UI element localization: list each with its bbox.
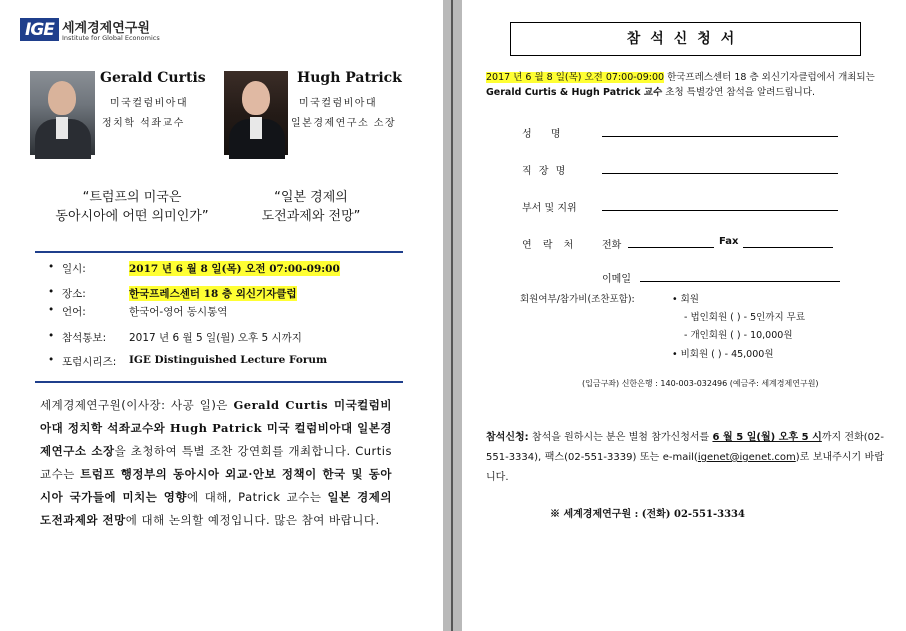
- info-value: 2017 년 6 월 8 일(목) 오전 07:00-09:00: [129, 263, 340, 275]
- info-label: 참석통보:: [62, 332, 107, 344]
- email-label: 이메일: [602, 274, 631, 285]
- info-label: 포럼시리즈:: [62, 356, 117, 368]
- info-label: 언어:: [62, 306, 86, 318]
- name-field[interactable]: [602, 136, 838, 137]
- apply-instructions: 참석신청: 참석을 원하시는 분은 별첨 참가신청서를 6 월 5 일(월) 오후 5 시까지 전화(02-551-3334), 팩스(02-551-3339) 또는 e-mail(igenet@igenet.com)로 보내주시기 바랍니다.: [486, 432, 884, 483]
- dept-label: 부서 및 지위: [522, 203, 577, 214]
- speaker-2-affil: 미국컬럼비아대: [299, 98, 378, 109]
- form-title: 참석신청서: [510, 22, 861, 56]
- member-label: • 회원: [672, 294, 699, 305]
- contact-label: 연 락 처: [522, 240, 578, 251]
- talk-2-line1: “일본 경제의: [274, 190, 348, 205]
- individual-fee: - 개인회원 ( ) - 10,000원: [684, 330, 793, 341]
- left-page: IGE 세계경제연구원 Institute for Global Economics Gerald Curtis 미국컬럼비아대 정치학 석좌교수 Hugh Patrick 미국컬럼비아대 일본경제연구소 소장 “트럼프의 미국은 동아시아에 어떤 의미인가” “일본 경제의 도전과제와 전망” • 일시: 2017 년 6 월 8 일(목) 오전 07:00-09:00 • 장소: 한국프레스센터 18 층 외신기자클럽 • 언어: 한국어-영어 동시통역 • 참석통보: 2017 년 6 월 5 일(월) 오후 5 시까지 • 포럼시리즈: IGE Distinguished Lecture Forum 세계경제연구원(이사장: 사공 일)은 Gerald Curtis 미국컬럼비아대 정치학 석좌교수와 Hugh Patrick 미국 컬럼비아대 일본경제연구소 소장을 초청하여 특별 조찬 강연회를 개최합니다. Curtis 교수는 트럼프 행정부의 동아시아 외교·안보 정책이 한국 및 동아시아 국가들에 미치는 영향에 대해, Patrick 교수는 일본 경제의 도전과제와 전망에 대해 논의할 예정입니다. 많은 참여 바랍니다.: [0, 0, 443, 631]
- contact-footer: ※ 세계경제연구원 : (전화) 02-551-3334: [550, 509, 745, 520]
- logo-mark: IGE: [20, 18, 59, 41]
- fax-field[interactable]: [743, 247, 833, 248]
- talk-1-title: [32, 188, 232, 226]
- talk-1-line2: 동아시아에 어떤 의미인가”: [55, 209, 209, 224]
- nonmember-fee: • 비회원 ( ) - 45,000원: [672, 349, 774, 360]
- bank-account: (입금구좌) 신한은행 : 140-003-032496 (예금주: 세계경제연구원): [582, 379, 819, 388]
- info-value: 한국어-영어 동시통역: [129, 306, 228, 318]
- page-gutter: [443, 0, 462, 631]
- logo-english-name: Institute for Global Economics: [62, 34, 160, 42]
- membership-label: 회원여부/참가비(조찬포함):: [520, 294, 635, 305]
- speaker-1-name: Gerald Curtis: [100, 70, 206, 86]
- phone-label: 전화: [602, 240, 622, 251]
- talk-2-title: [226, 188, 396, 226]
- phone-field[interactable]: [628, 247, 714, 248]
- talk-2-line2: 도전과제와 전망”: [261, 209, 361, 224]
- page-divider: [451, 0, 453, 631]
- info-value: 2017 년 6 월 5 일(월) 오후 5 시까지: [129, 332, 302, 344]
- fax-label: Fax: [719, 236, 739, 247]
- curtis-photo: [30, 71, 95, 155]
- top-rule: [35, 251, 403, 253]
- name-label: 성 명: [522, 129, 569, 140]
- dept-field[interactable]: [602, 210, 838, 211]
- info-value: 한국프레스센터 18 층 외신기자클럽: [129, 288, 297, 300]
- logo-korean-name: 세계경제연구원: [62, 21, 150, 36]
- info-label: 일시:: [62, 263, 86, 275]
- speaker-1-title: 정치학 석좌교수: [102, 118, 185, 129]
- email-field[interactable]: [640, 281, 840, 282]
- email-link[interactable]: igenet@igenet.com: [697, 452, 796, 463]
- speaker-2-name: Hugh Patrick: [297, 70, 402, 86]
- description-paragraph: 세계경제연구원(이사장: 사공 일)은 Gerald Curtis 미국컬럼비아대 정치학 석좌교수와 Hugh Patrick 미국 컬럼비아대 일본경제연구소 소장을 초청하여 특별 조찬 강연회를 개최합니다. Curtis 교수는 트럼프 행정부의 동아시아 외교·안보 정책이 한국 및 동아시아 국가들에 미치는 영향에 대해, Patrick 교수는 일본 경제의 도전과제와 전망에 대해 논의할 예정입니다. 많은 참여 바랍니다.: [40, 398, 392, 527]
- right-page: [462, 0, 906, 631]
- form-intro: 2017 년 6 월 8 일(목) 오전 07:00-09:00 한국프레스센터 18 층 외신기자클럽에서 개최되는 Gerald Curtis & Hugh Patrick 교수 초청 특별강연 참석을 알려드립니다.: [486, 72, 875, 98]
- bottom-rule: [35, 381, 403, 383]
- talk-1-line1: “트럼프의 미국은: [82, 190, 182, 205]
- ige-logo: [20, 18, 160, 42]
- speaker-1-affil: 미국컬럼비아대: [110, 98, 189, 109]
- info-label: 장소:: [62, 288, 86, 300]
- corporate-fee: - 법인회원 ( ) - 5인까지 무료: [684, 312, 806, 323]
- patrick-photo: [224, 71, 288, 155]
- speaker-2-title: 일본경제연구소 소장: [291, 118, 397, 129]
- company-label: 직 장 명: [522, 166, 568, 177]
- company-field[interactable]: [602, 173, 838, 174]
- info-value: IGE Distinguished Lecture Forum: [129, 354, 328, 366]
